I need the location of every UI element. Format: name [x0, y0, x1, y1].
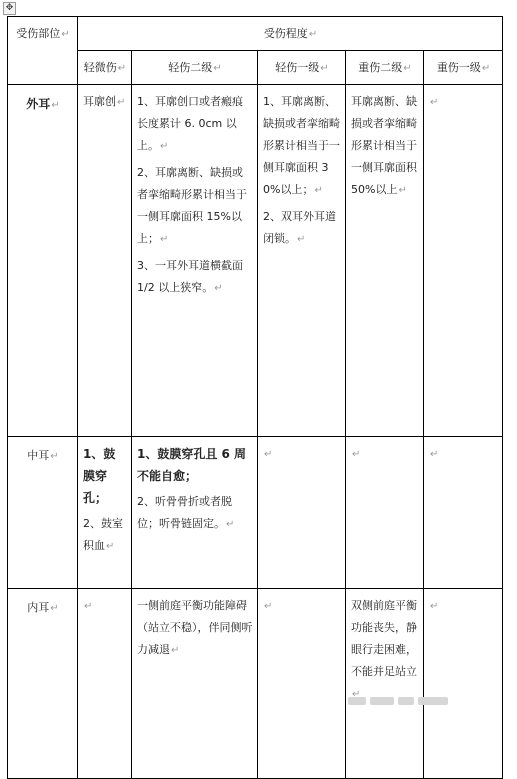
- paragraph-mark-icon: [430, 97, 438, 108]
- header-level-label: 轻微伤: [83, 61, 117, 74]
- table-row-middle-ear: [8, 437, 503, 589]
- paragraph-mark-icon: [297, 234, 305, 245]
- cell-serious-2: [346, 437, 424, 589]
- paragraph-mark-icon: [117, 97, 125, 108]
- criterion-text: 耳廓离断、缺损或者挛缩畸形累计相当于一侧耳廓面积 50%以上: [351, 95, 417, 196]
- watermark-blob: [370, 697, 394, 705]
- cell-serious-1: [424, 437, 503, 589]
- part-label: 内耳: [27, 601, 50, 614]
- header-level-label: 重伤二级: [358, 61, 403, 74]
- injury-severity-table: [7, 16, 503, 779]
- paragraph-mark-icon: [264, 601, 272, 612]
- cell-serious-2: [346, 589, 424, 779]
- table-row-outer-ear: [8, 85, 503, 437]
- cell-minor: [78, 437, 132, 589]
- criterion-item: [137, 491, 253, 536]
- header-level-label: 轻伤一级: [275, 61, 320, 74]
- criterion-text: 2、听骨骨折或者脱位；听骨链固定。: [137, 495, 232, 530]
- paragraph-mark-icon: [51, 100, 59, 111]
- cell-minor: [78, 85, 132, 437]
- header-injured-part-label: 受伤部位: [16, 27, 61, 40]
- criterion-item: [137, 162, 253, 251]
- paragraph-mark-icon: [398, 185, 406, 196]
- paragraph-mark-icon: [213, 63, 221, 74]
- header-level-serious-1: [424, 51, 503, 85]
- header-level-label: 重伤一级: [436, 61, 481, 74]
- paragraph-mark-icon: [430, 601, 438, 612]
- cell-light-1: [258, 589, 346, 779]
- criterion-text: 2、双耳外耳道闭锁。: [263, 210, 336, 245]
- criterion-item: [83, 513, 127, 558]
- part-cell-inner-ear: [8, 589, 78, 779]
- criterion-item: [263, 91, 341, 202]
- header-level-light-2: [132, 51, 258, 85]
- paragraph-mark-icon: [309, 29, 317, 40]
- part-cell-outer-ear: [8, 85, 78, 437]
- criterion-text: 1、耳廓离断、缺损或者挛缩畸形累计相当于一侧耳廓面积 30%以上；: [263, 95, 340, 196]
- cell-text: 耳廓创: [83, 95, 116, 108]
- paragraph-mark-icon: [352, 449, 360, 460]
- table-move-handle-icon[interactable]: ✥: [3, 2, 16, 15]
- cell-light-1: [258, 437, 346, 589]
- blurred-watermark: [348, 694, 468, 708]
- criterion-item: [137, 255, 253, 300]
- paragraph-mark-icon: [214, 283, 222, 294]
- paragraph-mark-icon: [482, 63, 490, 74]
- criterion-text: 1、鼓膜穿孔且 6 周不能自愈；: [137, 447, 247, 483]
- watermark-blob: [418, 697, 448, 705]
- paragraph-mark-icon: [50, 451, 58, 462]
- paragraph-mark-icon: [264, 449, 272, 460]
- criterion-text: 3、一耳外耳道横截面 1/2 以上狭窄。: [137, 259, 243, 294]
- criterion-text: 1、鼓膜穿孔；: [83, 447, 116, 505]
- cell-light-2: [132, 437, 258, 589]
- paragraph-mark-icon: [226, 519, 234, 530]
- watermark-blob: [398, 697, 414, 705]
- cell-light-2: [132, 589, 258, 779]
- cell-serious-1: [424, 589, 503, 779]
- criterion-item: [263, 206, 341, 251]
- cell-light-2: [132, 85, 258, 437]
- paragraph-mark-icon: [160, 234, 168, 245]
- header-severity-label: 受伤程度: [263, 27, 308, 40]
- criterion-text: 2、鼓室积血: [83, 517, 123, 552]
- header-severity: [78, 17, 503, 51]
- table-row-inner-ear: [8, 589, 503, 779]
- part-label: 中耳: [27, 449, 50, 462]
- paragraph-mark-icon: [61, 29, 69, 40]
- paragraph-mark-icon: [118, 63, 126, 74]
- paragraph-mark-icon: [314, 185, 322, 196]
- header-row-severity: [8, 17, 503, 51]
- cell-light-1: [258, 85, 346, 437]
- criterion-text: 一侧前庭平衡功能障碍（站立不稳），伴同侧听力减退: [137, 599, 253, 656]
- criterion-text: 2、耳廓离断、缺损或者挛缩畸形累计相当于一侧耳廓面积 15%以上；: [137, 166, 247, 245]
- criterion-text: 双侧前庭平衡功能丧失，静眼行走困难，不能并足站立: [351, 599, 417, 678]
- paragraph-mark-icon: [106, 541, 114, 552]
- paragraph-mark-icon: [430, 449, 438, 460]
- header-injured-part: [8, 17, 78, 85]
- part-label: 外耳: [26, 97, 51, 111]
- criterion-item: [137, 91, 253, 158]
- cell-serious-1: [424, 85, 503, 437]
- header-level-label: 轻伤二级: [168, 61, 213, 74]
- header-level-serious-2: [346, 51, 424, 85]
- criterion-item: [83, 443, 127, 509]
- header-row-levels: [8, 51, 503, 85]
- paragraph-mark-icon: [84, 601, 92, 612]
- paragraph-mark-icon: [403, 63, 411, 74]
- watermark-blob: [348, 697, 366, 705]
- paragraph-mark-icon: [160, 141, 168, 152]
- header-level-light-1: [258, 51, 346, 85]
- header-level-minor: [78, 51, 132, 85]
- paragraph-mark-icon: [171, 645, 179, 656]
- cell-serious-2: [346, 85, 424, 437]
- criterion-item: [137, 443, 253, 487]
- cell-minor: [78, 589, 132, 779]
- paragraph-mark-icon: [50, 603, 58, 614]
- paragraph-mark-icon: [320, 63, 328, 74]
- part-cell-middle-ear: [8, 437, 78, 589]
- criterion-text: 1、耳廓创口或者瘢痕长度累计 6. 0cm 以上。: [137, 95, 243, 152]
